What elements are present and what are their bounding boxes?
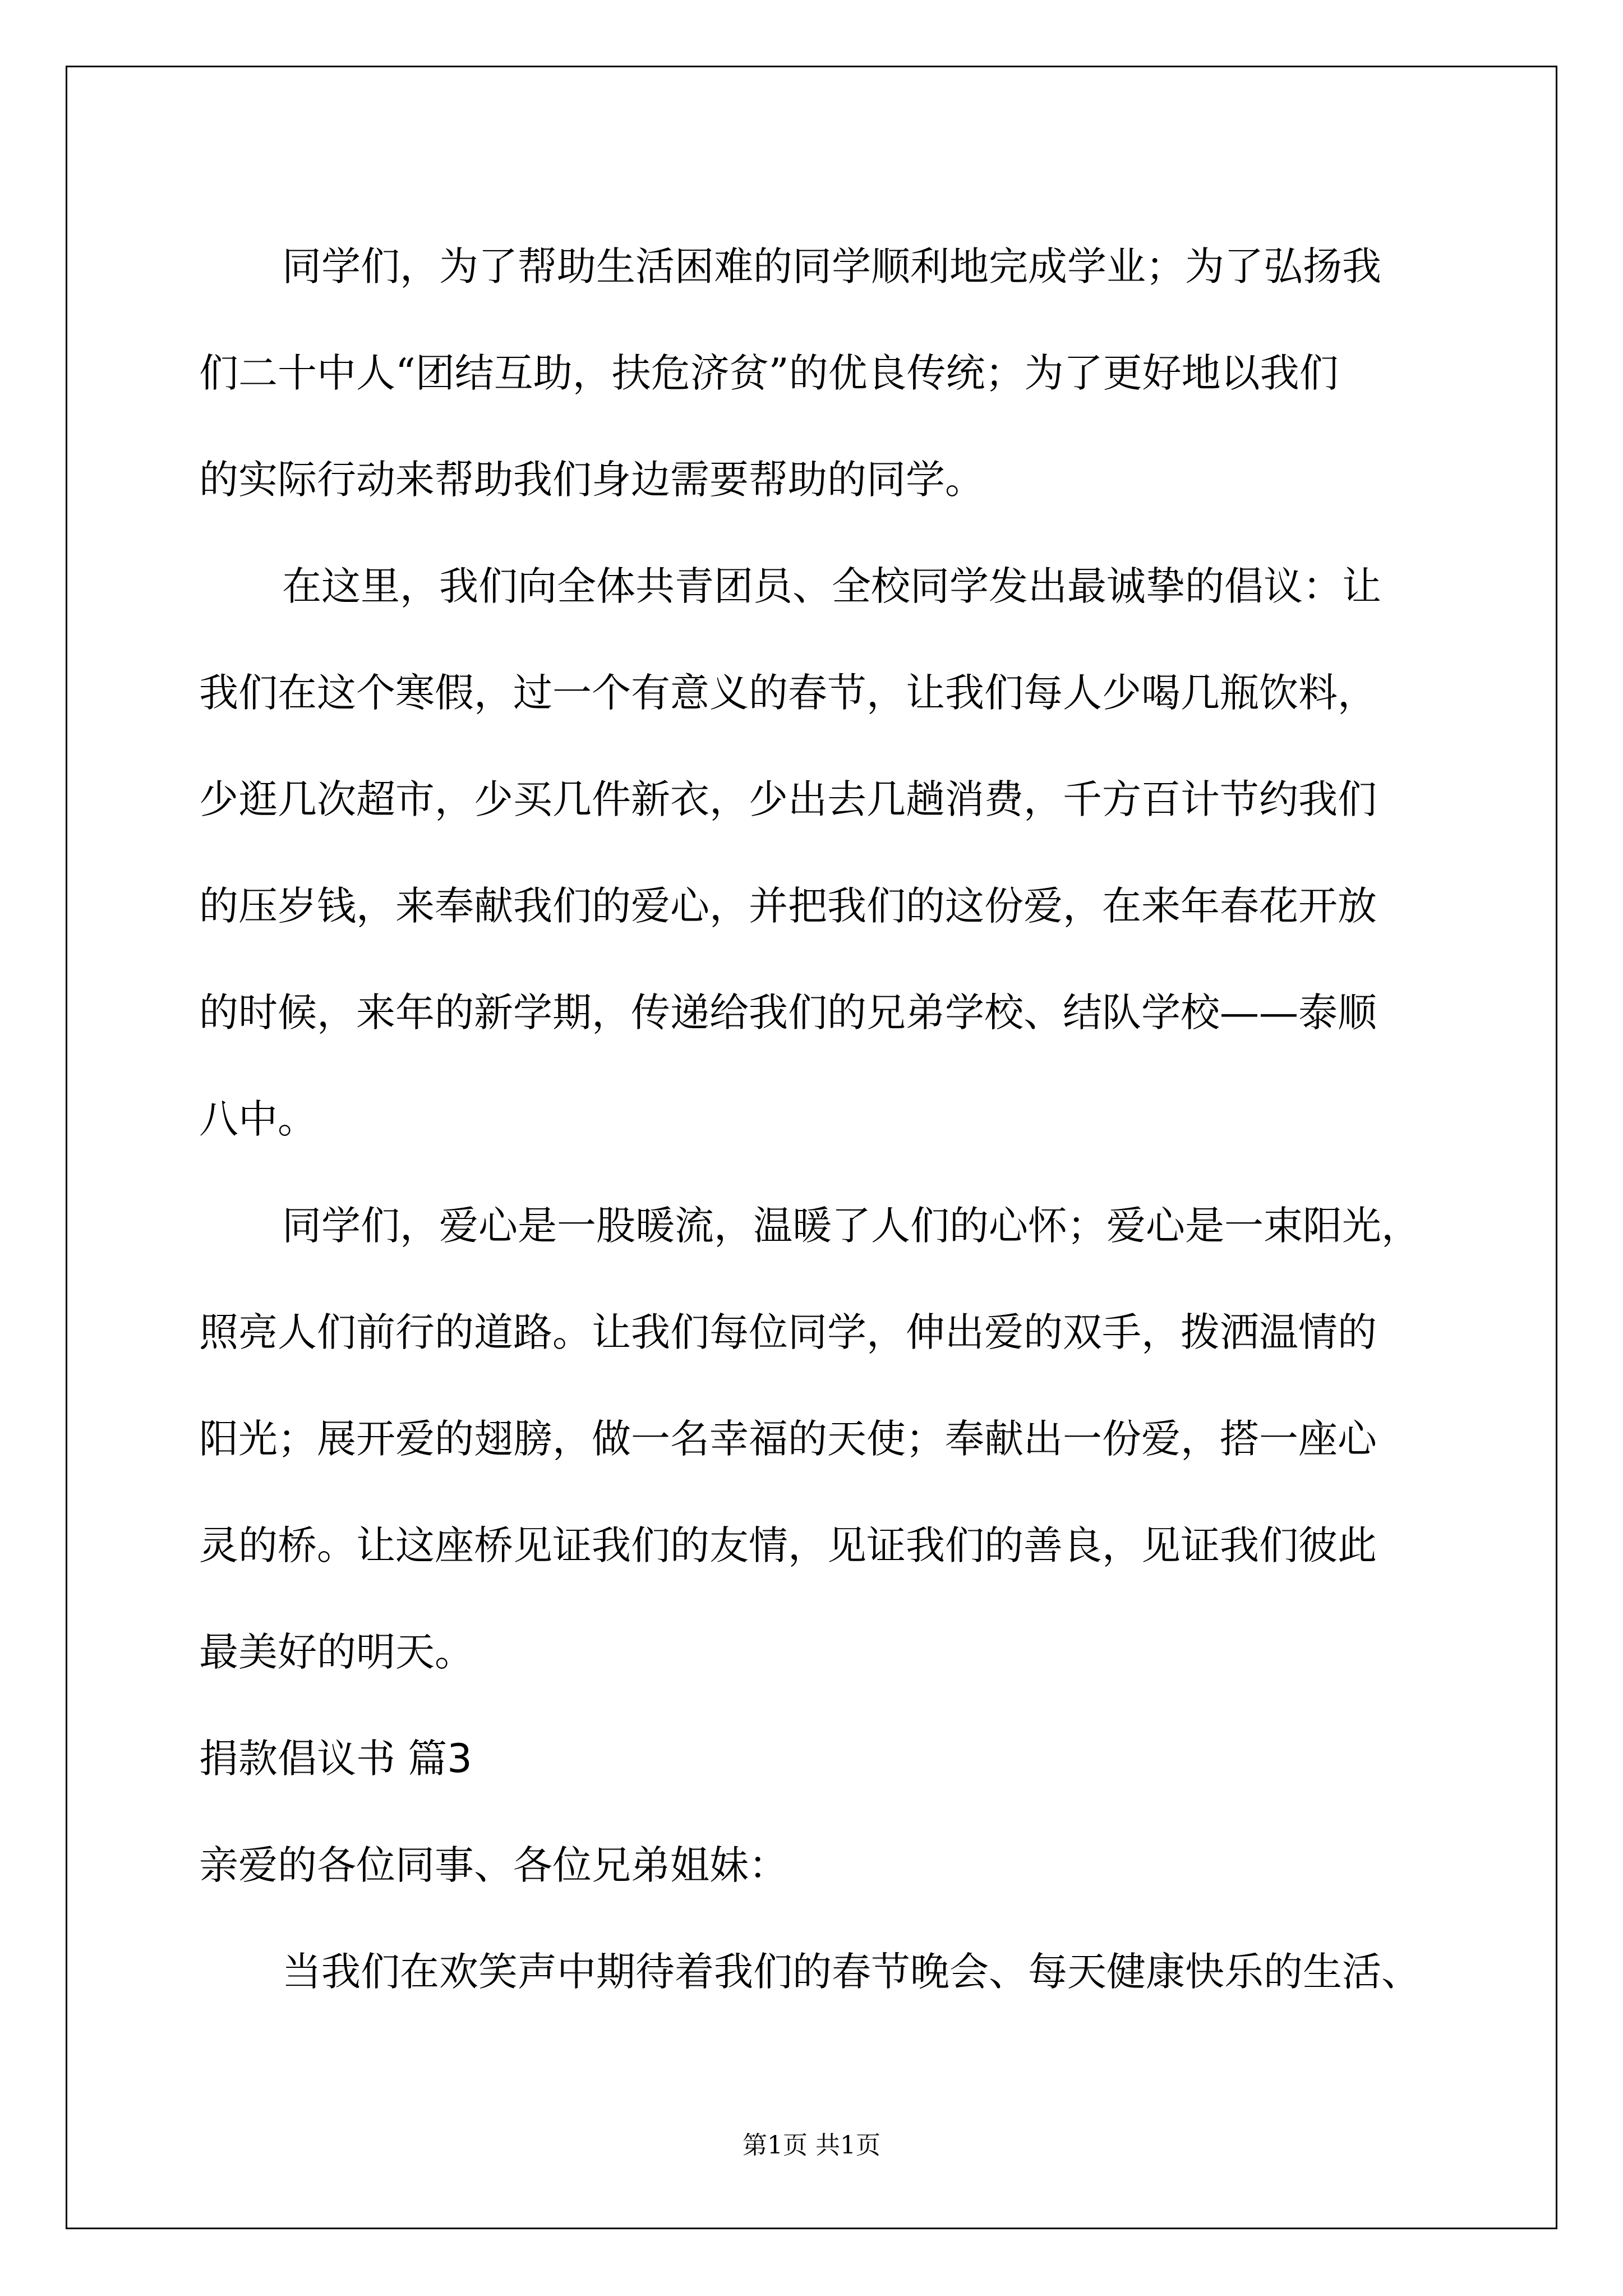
text-line: 在这里，我们向全体共青团员、全校同学发出最诚挚的倡议：让: [282, 563, 1381, 609]
paragraph-2: [199, 533, 1433, 1172]
text-line: 的时候，来年的新学期，传递给我们的兄弟学校、结队学校——泰顺: [199, 990, 1377, 1036]
text-line: 的实际行动来帮助我们身边需要帮助的同学。: [199, 457, 984, 503]
text-line: 的压岁钱，来奉献我们的爱心，并把我们的这份爱，在来年春花开放: [199, 883, 1377, 929]
salutation: 亲爱的各位同事、各位兄弟姐妹：: [199, 1842, 788, 1888]
section-title: 捐款倡议书 篇3: [199, 1736, 472, 1782]
text-line: 阳光；展开爱的翅膀，做一名幸福的天使；奉献出一份爱，搭一座心: [199, 1416, 1377, 1462]
document-body: [199, 213, 1433, 2025]
page-footer: 第1页 共1页: [743, 2131, 880, 2160]
text-line: 最美好的明天。: [199, 1629, 474, 1675]
paragraph-1: [199, 213, 1433, 533]
text-line: 八中。: [199, 1096, 317, 1142]
text-line: 同学们，为了帮助生活困难的同学顺利地完成学业；为了弘扬我: [282, 243, 1381, 289]
paragraph-3: [199, 1172, 1433, 1705]
text-line: 我们在这个寒假，过一个有意义的春节，让我们每人少喝几瓶饮料，: [199, 670, 1377, 716]
text-line: 同学们，爱心是一股暖流，温暖了人们的心怀；爱心是一束阳光，: [282, 1203, 1421, 1249]
paragraph-4-line: 当我们在欢笑声中期待着我们的春节晚会、每天健康快乐的生活、: [282, 1949, 1421, 1995]
text-line: 少逛几次超市，少买几件新衣，少出去几趟消费，千方百计节约我们: [199, 776, 1377, 822]
text-line: 们二十中人“团结互助，扶危济贫”的优良传统；为了更好地以我们: [199, 350, 1339, 396]
text-line: 灵的桥。让这座桥见证我们的友情，见证我们的善良，见证我们彼此: [199, 1522, 1377, 1568]
text-line: 照亮人们前行的道路。让我们每位同学，伸出爱的双手，拨洒温情的: [199, 1309, 1377, 1355]
